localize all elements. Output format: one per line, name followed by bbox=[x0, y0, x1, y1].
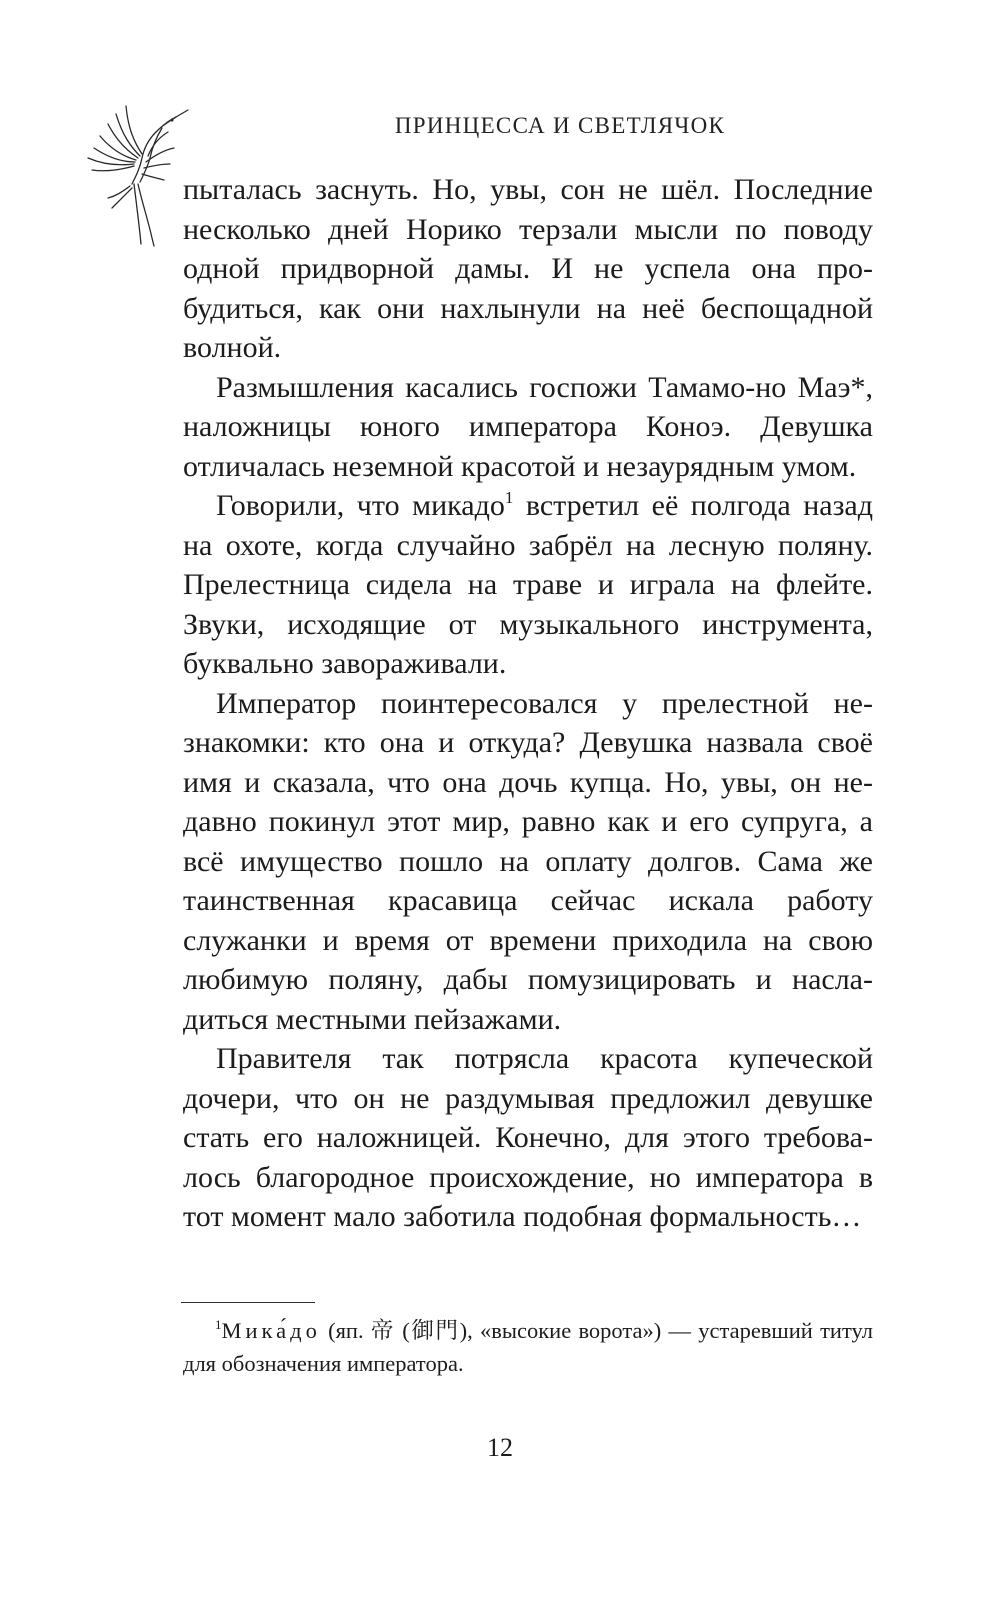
page-number: 12 bbox=[487, 1433, 513, 1462]
footnote-reference[interactable]: 1 bbox=[504, 488, 514, 507]
paragraph-text: встретил её полгода назад на охоте, когда случайно забрёл на лесную поляну. Прелестница сидела на траве и играла на флейте. Звуки, исходящие от музыкального инструмента, буквально завораживали. bbox=[183, 489, 874, 680]
running-head: ПРИНЦЕССА И СВЕТЛЯЧОК bbox=[394, 113, 726, 138]
footnote-term: Мика́до bbox=[221, 1318, 321, 1343]
footnote-divider bbox=[181, 1302, 315, 1303]
footnote bbox=[183, 1314, 873, 1380]
paragraph-text: Говорили, что микадо bbox=[216, 489, 505, 522]
paragraph: Правителя так потрясла красота купеческой дочери, что он не раздумывая предложил девушке стать его наложницей. Конечно, для этого требовалось благородное происхождение, но императора в тот момент мало заботила подобная формальность… bbox=[183, 1042, 873, 1233]
footnote-text: (яп. 帝 (御門), «высокие ворота») — устаревший титул для обозначения императора. bbox=[183, 1318, 873, 1376]
paragraph: пыталась заснуть. Но, увы, сон не шёл. Последние несколько дней Норико терзали мысли по поводу одной придворной дамы. И не успела она пробудиться, как они нахлынули на неё беспощадной волной. bbox=[183, 173, 873, 364]
footnote-number: 1 bbox=[215, 1317, 222, 1332]
paragraph: Император поинтересовался у прелестной незнакомки: кто она и откуда? Девушка назвала своё имя и сказала, что она дочь купца. Но, увы, он недавно покинул этот мир, равно как и его супруга, а всё имущество пошло на оплату долгов. Сама же таинственная красавица сейчас искала работу служанки и время от времени приходила на свою любимую поляну, дабы помузицировать и насладиться местными пейзажами. bbox=[183, 686, 873, 1036]
paragraph: Размышления касались госпожи Тамамо-но Маэ*, наложницы юного императора Коноэ. Девушка отличалась неземной красотой и незаурядным умом. bbox=[183, 370, 873, 483]
paragraph bbox=[183, 486, 873, 684]
main-text bbox=[183, 170, 873, 1237]
